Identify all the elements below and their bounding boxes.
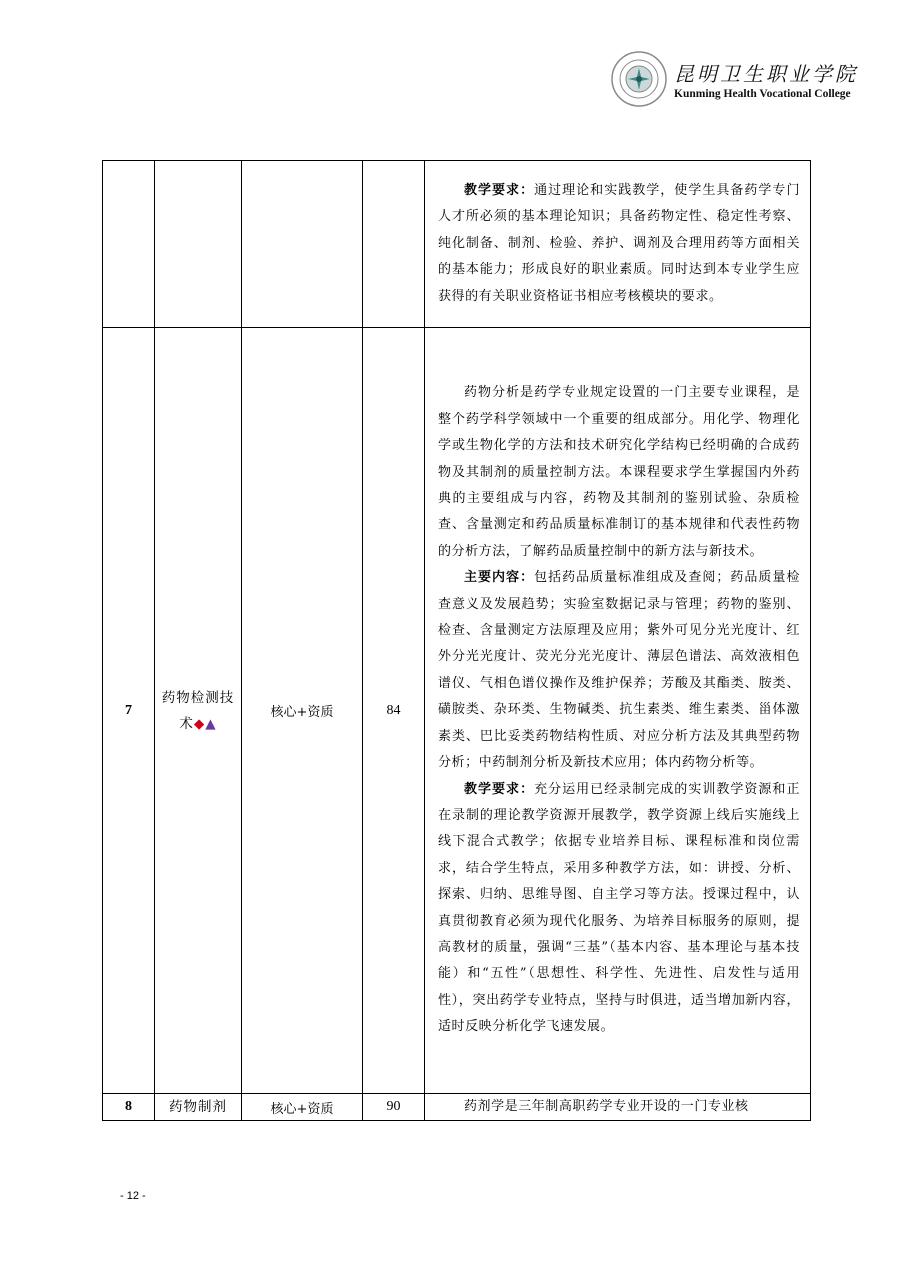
teaching-requirement-text: 通过理论和实践教学，使学生具备药学专门人才所必须的基本理论知识；具备药物定性、稳定性考察、纯化制备、制剂、检验、养护、调剂及合理用药等方面相关的基本能力；形成良好的职业素质。同时达到本专业学生应获得的有关职业资格证书相应考核模块的要求。	[438, 182, 800, 304]
course-description-cell	[425, 328, 811, 1094]
course-name-cell	[155, 161, 242, 328]
page-number: - 12 -	[120, 1190, 146, 1202]
course-hours-cell	[363, 161, 425, 328]
teaching-requirement-label: 教学要求：	[464, 182, 535, 198]
course-name: 药物检测技术	[161, 689, 235, 732]
course-description-cell	[425, 1094, 811, 1121]
row-number-cell: 8	[103, 1094, 155, 1121]
course-type-cell: 核心+资质	[242, 1094, 363, 1121]
teaching-requirement-label: 教学要求：	[464, 781, 535, 797]
core-course-diamond-icon: ◆	[193, 715, 206, 732]
course-intro-paragraph: 药剂学是三年制高职药学专业开设的一门专业核	[464, 1099, 749, 1114]
course-hours-cell: 84	[363, 328, 425, 1094]
teaching-requirement-paragraph	[438, 777, 800, 1041]
course-type-cell	[242, 161, 363, 328]
teaching-requirement-text: 充分运用已经录制完成的实训教学资源和正在录制的理论教学资源开展教学，教学资源上线后实施线上线下混合式教学；依据专业培养目标、课程标准和岗位需求，结合学生特点，采用多种教学方法，如：讲授、分析、探索、归纳、思维导图、自主学习等方法。授课过程中，认真贯彻教育必须为现代化服务、为培养目标服务的原则，提高教材的质量，强调“三基”（基本内容、基本理论与基本技能）和“五性”（思想性、科学性、先进性、启发性与适用性），突出药学专业特点，坚持与时俱进，适当增加新内容，适时反映分析化学飞速发展。	[438, 781, 800, 1035]
course-type-cell: 核心+资质	[242, 328, 363, 1094]
main-content-paragraph	[438, 565, 800, 776]
course-table	[102, 160, 811, 1121]
row-number-cell: 7	[103, 328, 155, 1094]
table-row	[103, 328, 811, 1094]
main-content-text: 包括药品质量标准组成及查阅；药品质量检查意义及发展趋势；实验室数据记录与管理；药物的鉴别、检查、含量测定方法原理及应用；紫外可见分光光度计、红外分光光度计、荧光分光光度计、薄层色谱法、高效液相色谱仪、气相色谱仪操作及维护保养；芳酸及其酯类、胺类、磺胺类、杂环类、生物碱类、抗生素类、维生素类、甾体激素类、巴比妥类药物结构性质、对应分析方法及其典型药物分析；中药制剂分析及新技术应用；体内药物分析等。	[438, 570, 800, 771]
table-row	[103, 1094, 811, 1121]
college-seal-logo	[610, 50, 668, 108]
page-header	[606, 44, 876, 114]
college-name-chinese: 昆明卫生职业学院	[674, 62, 858, 86]
course-hours-cell: 90	[363, 1094, 425, 1121]
qualification-triangle-icon: ▲	[205, 715, 217, 732]
college-name-english: Kunming Health Vocational College	[674, 88, 851, 100]
course-intro-paragraph: 药物分析是药学专业规定设置的一门主要专业课程，是整个药学科学领域中一个重要的组成部分。用化学、物理化学或生物化学的方法和技术研究化学结构已经明确的合成药物及其制剂的质量控制方法。本课程要求学生掌握国内外药典的主要组成与内容，药物及其制剂的鉴别试验、杂质检查、含量测定和药品质量标准制订的基本规律和代表性药物的分析方法，了解药品质量控制中的新方法与新技术。	[438, 385, 800, 559]
row-number-cell	[103, 161, 155, 328]
teaching-requirement-paragraph	[438, 178, 800, 310]
course-name-cell	[155, 328, 242, 1094]
course-name-cell: 药物制剂	[155, 1094, 242, 1121]
main-content-label: 主要内容：	[464, 570, 535, 586]
table-row	[103, 161, 811, 328]
course-description-cell	[425, 161, 811, 328]
